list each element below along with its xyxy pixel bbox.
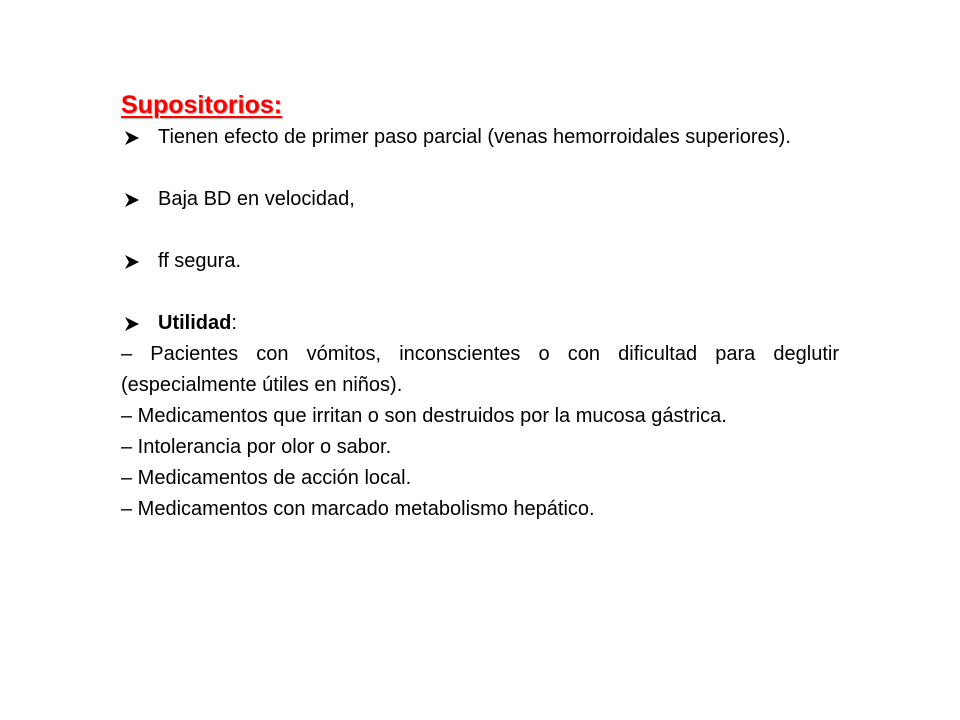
bullet-bd-speed [121, 184, 839, 215]
utility-label: Utilidad [158, 312, 232, 334]
arrow-bullet-icon [125, 193, 139, 207]
utility-item-intolerance: – Intolerancia por olor o sabor. [121, 436, 392, 458]
bullet-text: Tienen efecto de primer paso parcial (venas hemorroidales superiores). [158, 126, 791, 148]
utility-item-patients: – Pacientes con vómitos, inconscientes o con dificultad para deglutir (especialmente útiles en niños). [121, 343, 839, 396]
bullet-utility [121, 308, 839, 339]
utility-item-hepatic-metabolism: – Medicamentos con marcado metabolismo hepático. [121, 498, 595, 520]
bullet-ff-safe [121, 246, 839, 277]
slide-content [121, 88, 839, 525]
slide-title: Supositorios: [121, 91, 283, 119]
arrow-bullet-icon [125, 317, 139, 331]
utility-item-irritating-drugs: – Medicamentos que irritan o son destruidos por la mucosa gástrica. [121, 405, 727, 427]
spacer [121, 215, 839, 246]
arrow-bullet-icon [125, 131, 139, 145]
spacer [121, 153, 839, 184]
bullet-text: ff segura. [158, 250, 242, 272]
spacer [121, 277, 839, 308]
arrow-bullet-icon [125, 255, 139, 269]
bullet-first-pass [121, 122, 839, 153]
bullet-text: Baja BD en velocidad, [158, 188, 355, 210]
utility-item-local-action: – Medicamentos de acción local. [121, 467, 412, 489]
utility-suffix: : [231, 312, 237, 334]
